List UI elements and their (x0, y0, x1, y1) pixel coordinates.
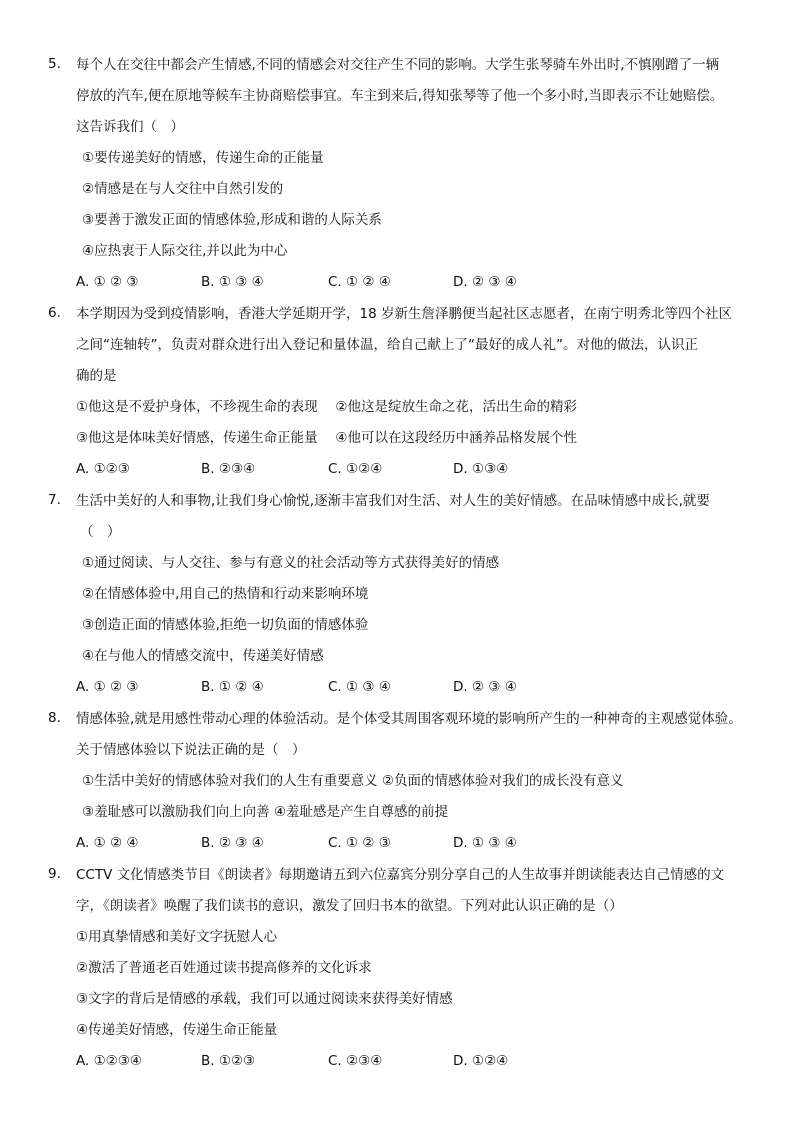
statement: ④传递美好情感，传递生命正能量 (76, 1022, 278, 1038)
choice-b[interactable]: B. ②③④ (201, 461, 256, 477)
statement: ②激活了普通老百姓通过读书提高修养的文化诉求 (76, 960, 372, 976)
choice-d[interactable]: D. ①②④ (453, 1053, 509, 1069)
choice-b[interactable]: B. ① ② ④ (201, 679, 264, 695)
statement: ④在与他人的情感交流中，传递美好情感 (82, 648, 324, 664)
choice-c[interactable]: C. ②③④ (328, 1053, 383, 1069)
question-number: 6. (48, 305, 61, 321)
choice-a[interactable]: A. ①②③ (76, 461, 130, 477)
choice-b[interactable]: B. ② ③ ④ (201, 835, 264, 851)
question-stem-line: 情感体验,就是用感性带动心理的体验活动。是个体受其周围客观环境的影响所产生的一种神奇的主观感觉体验。 (76, 711, 742, 727)
question-number: 9. (48, 866, 61, 882)
statement: ④应热衷于人际交往,并以此为中心 (82, 243, 288, 259)
statement: ③文字的背后是情感的承载，我们可以通过阅读来获得美好情感 (76, 991, 453, 1007)
choice-c[interactable]: C. ① ② ④ (328, 274, 391, 290)
choice-d[interactable]: D. ①③④ (453, 461, 509, 477)
choice-d[interactable]: D. ② ③ ④ (453, 679, 517, 695)
choice-b[interactable]: B. ①②③ (201, 1053, 256, 1069)
question-stem-line: （ ） (80, 524, 121, 540)
choice-a[interactable]: A. ① ② ③ (76, 274, 139, 290)
question-stem-line: 这告诉我们（ ） (76, 119, 184, 135)
statement: ①用真挚情感和美好文字抚慰人心 (76, 929, 278, 945)
question-stem-line: 生活中美好的人和事物,让我们身心愉悦,逐渐丰富我们对生活、对人生的美好情感。在品味情感中成长,就要 (76, 493, 710, 509)
question-number: 7. (48, 492, 61, 508)
question-stem-line: CCTV 文化情感类节目《朗读者》每期邀请五到六位嘉宾分别分享自己的人生故事并朗读能表达自己情感的文 (76, 867, 725, 883)
choice-d[interactable]: D. ① ③ ④ (453, 835, 517, 851)
statement: ①生活中美好的情感体验对我们的人生有重要意义 ②负面的情感体验对我们的成长没有意义 (82, 773, 624, 789)
choice-c[interactable]: C. ①②④ (328, 461, 383, 477)
statement: ③他这是体味美好情感，传递生命正能量 ④他可以在这段经历中涵养品格发展个性 (76, 430, 577, 446)
statement: ②情感是在与人交往中自然引发的 (82, 181, 284, 197)
choice-c[interactable]: C. ① ② ③ (328, 835, 391, 851)
question-stem-line: 停放的汽车,便在原地等候车主协商赔偿事宜。车主到来后,得知张琴等了他一个多小时,当即表示不让她赔偿。 (76, 88, 724, 104)
choice-a[interactable]: A. ① ② ③ (76, 679, 139, 695)
question-number: 5. (48, 56, 61, 72)
question-stem-line: 每个人在交往中都会产生情感,不同的情感会对交往产生不同的影响。大学生张琴骑车外出时,不慎刚蹭了一辆 (76, 57, 720, 73)
choice-c[interactable]: C. ① ③ ④ (328, 679, 391, 695)
choice-d[interactable]: D. ② ③ ④ (453, 274, 517, 290)
question-number: 8. (48, 710, 61, 726)
statement: ③羞耻感可以激励我们向上向善 ④羞耻感是产生自尊感的前提 (82, 804, 448, 820)
question-stem-line: 确的是 (76, 368, 117, 384)
statement: ①他这是不爱护身体，不珍视生命的表现 ②他这是绽放生命之花，活出生命的精彩 (76, 399, 577, 415)
question-stem-line: 本学期因为受到疫情影响，香港大学延期开学，18 岁新生詹泽鹏便当起社区志愿者，在南宁明秀北等四个社区 (76, 306, 732, 322)
statement: ①要传递美好的情感，传递生命的正能量 (82, 150, 324, 166)
choice-a[interactable]: A. ① ② ④ (76, 835, 139, 851)
question-stem-line: 关于情感体验以下说法正确的是（ ） (76, 742, 306, 758)
question-stem-line: 字，《朗读者》唤醒了我们读书的意识，激发了回归书本的欲望。下列对此认识正确的是（） (76, 898, 623, 914)
statement: ③创造正面的情感体验,拒绝一切负面的情感体验 (82, 617, 369, 633)
statement: ②在情感体验中,用自己的热情和行动来影响环境 (82, 586, 369, 602)
choice-b[interactable]: B. ① ③ ④ (201, 274, 264, 290)
statement: ③要善于激发正面的情感体验,形成和谐的人际关系 (82, 212, 382, 228)
question-stem-line: 之间“连轴转”，负责对群众进行出入登记和量体温，给自己献上了“最好的成人礼”。对他的做法，认识正 (76, 337, 698, 353)
statement: ①通过阅读、与人交往、参与有意义的社会活动等方式获得美好的情感 (82, 555, 500, 571)
choice-a[interactable]: A. ①②③④ (76, 1053, 142, 1069)
